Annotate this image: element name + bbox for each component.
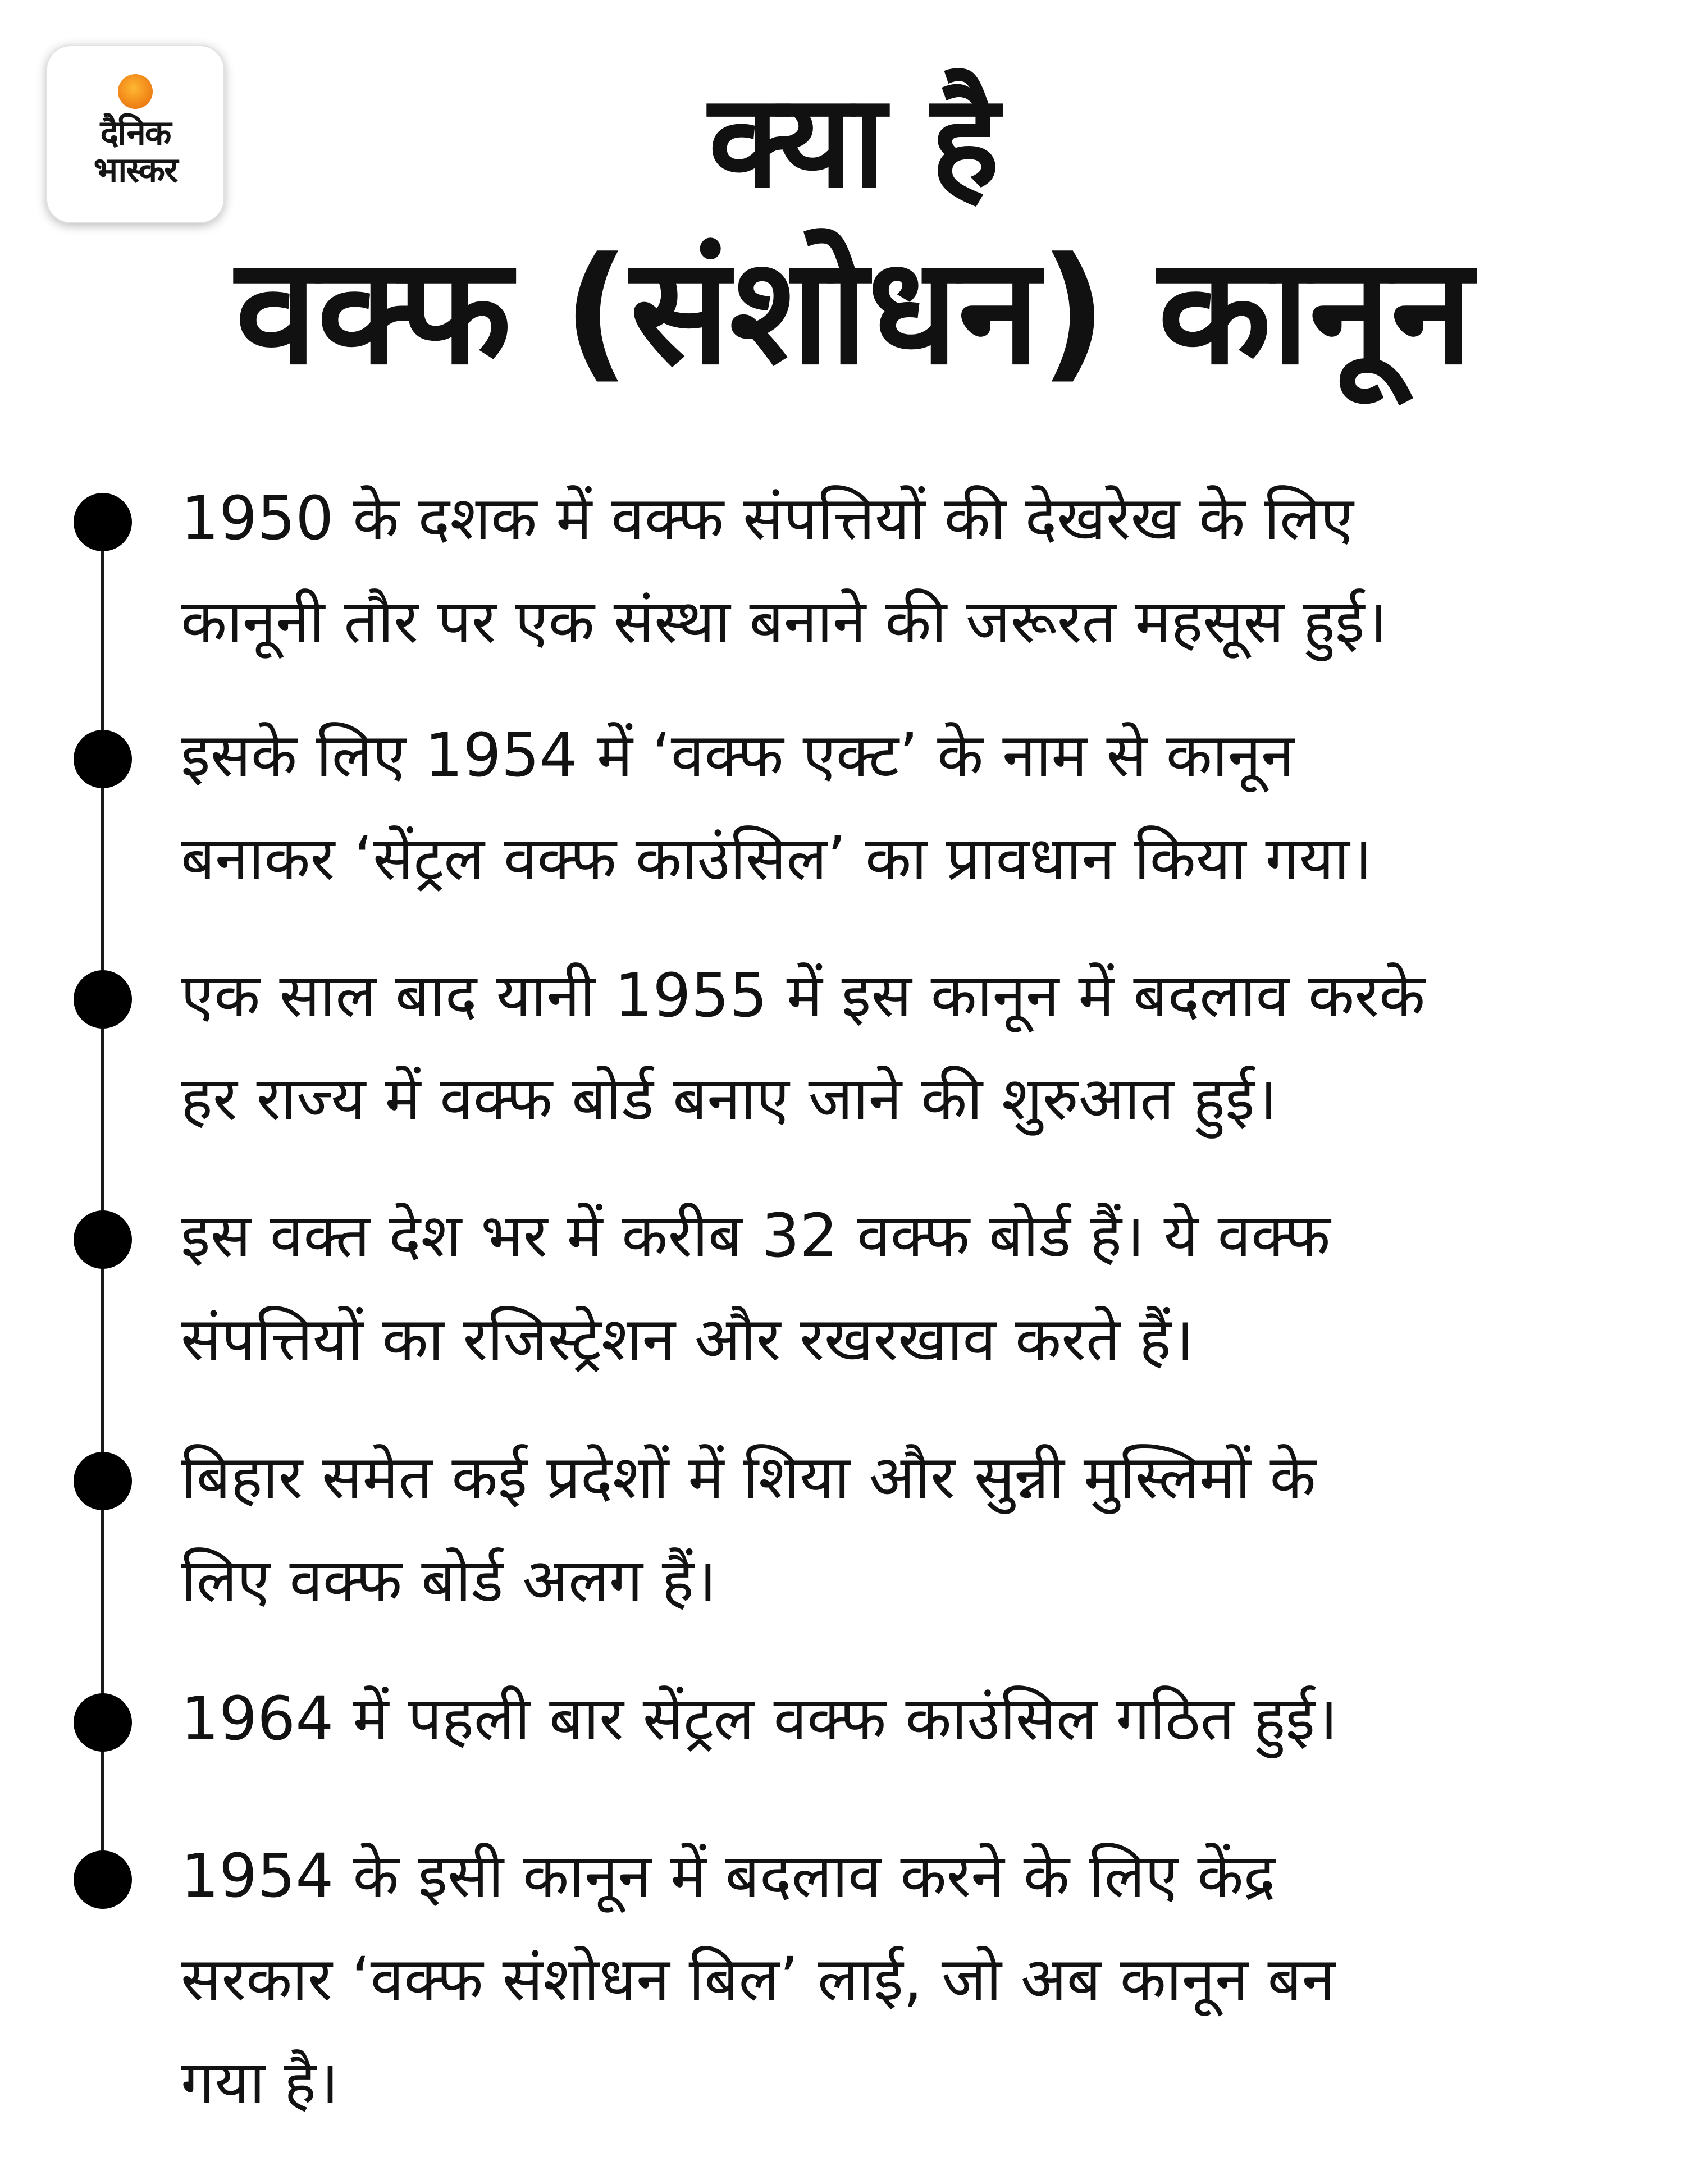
list-item-line: एक साल बाद यानी 1955 में इस कानून में बदलाव करके <box>181 961 1426 1031</box>
list-item-line: इसके लिए 1954 में ‘वक्फ एक्ट’ के नाम से कानून <box>181 721 1295 790</box>
bullet-dot <box>74 1452 132 1510</box>
list-item-line: 1950 के दशक में वक्फ संपत्तियों की देखरेख के लिए <box>181 484 1354 554</box>
brand-name-line2: भास्कर <box>93 149 177 190</box>
list-item <box>181 944 1663 1151</box>
list-item <box>181 1185 1663 1391</box>
list-item-line: बनाकर ‘सेंट्रल वक्फ काउंसिल’ का प्रावधान किया गया। <box>181 824 1373 894</box>
list-item-line: बिहार समेत कई प्रदेशों में शिया और सुन्नी मुस्लिमों के <box>181 1443 1316 1512</box>
page-title-line1: क्या है <box>708 67 1000 217</box>
timeline-line <box>101 515 104 1879</box>
list-item-line: कानूनी तौर पर एक संस्था बनाने की जरूरत महसूस हुई। <box>181 587 1387 657</box>
bullet-dot <box>74 493 132 551</box>
list-item-line: हर राज्य में वक्फ बोर्ड बनाए जाने की शुरुआत हुई। <box>181 1064 1278 1134</box>
list-item <box>181 704 1663 911</box>
bullet-dot <box>74 1693 132 1752</box>
brand-name-line1: दैनिक <box>100 112 171 153</box>
list-item-line: लिए वक्फ बोर्ड अलग हैं। <box>181 1546 717 1616</box>
list-item-line: 1964 में पहली बार सेंट्रल वक्फ काउंसिल गठित हुई। <box>181 1684 1338 1754</box>
bullet-dot <box>74 1850 132 1909</box>
list-item-line: संपत्तियों का रजिस्ट्रेशन और रखरखाव करते हैं। <box>181 1305 1194 1374</box>
list-item <box>181 1667 1663 1771</box>
list-item <box>181 1426 1663 1633</box>
list-item-line: इस वक्त देश भर में करीब 32 वक्फ बोर्ड हैं। ये वक्फ <box>181 1201 1331 1271</box>
bullet-dot <box>74 730 132 788</box>
list-item-line: गया है। <box>181 2048 339 2118</box>
list-item-line: 1954 के इसी कानून में बदलाव करने के लिए केंद्र <box>181 1841 1276 1911</box>
list-item-line: सरकार ‘वक्फ संशोधन बिल’ लाई, जो अब कानून बन <box>181 1945 1335 2014</box>
bullet-dot <box>74 970 132 1029</box>
page-title-line2: वक्फ (संशोधन) कानून <box>235 226 1473 397</box>
list-item <box>181 467 1663 674</box>
list-item <box>181 1825 1663 2135</box>
bullet-dot <box>74 1210 132 1269</box>
